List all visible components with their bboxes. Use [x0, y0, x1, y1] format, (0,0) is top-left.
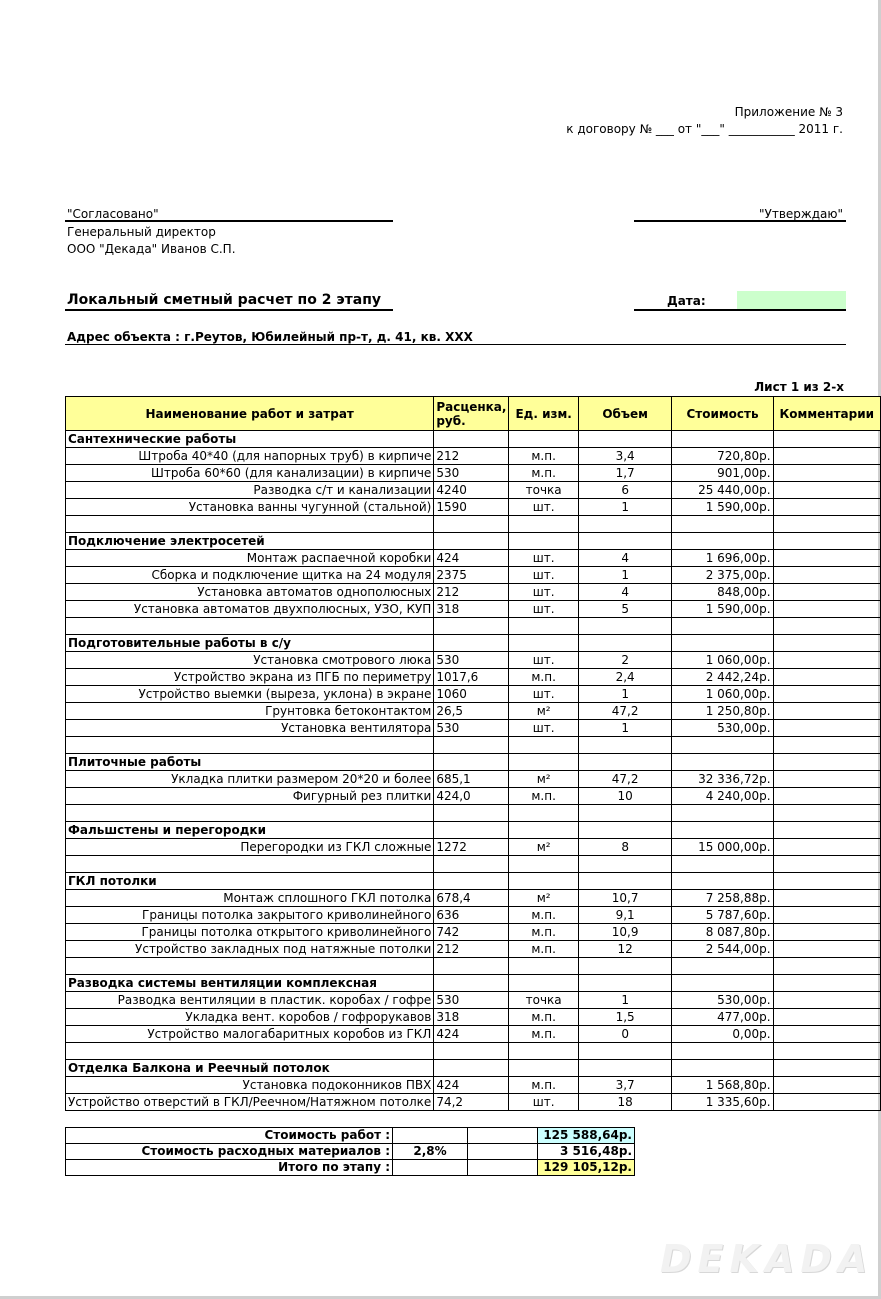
work-price: 4240 — [434, 482, 509, 499]
work-cost: 8 087,80р. — [672, 924, 773, 941]
agreed-signature-line — [65, 220, 393, 222]
work-quantity: 1 — [578, 499, 672, 516]
work-comment — [773, 890, 880, 907]
table-row — [66, 550, 881, 567]
table-row — [66, 482, 881, 499]
work-price: 212 — [434, 941, 509, 958]
work-quantity: 0 — [578, 1026, 672, 1043]
work-cost: 2 375,00р. — [672, 567, 773, 584]
work-comment — [773, 601, 880, 618]
work-name: Устройство малогабаритных коробов из ГКЛ — [66, 1026, 434, 1043]
work-name: Разводка вентиляции в пластик. коробах / гофре — [66, 992, 434, 1009]
work-price: 1272 — [434, 839, 509, 856]
totals-row-total — [66, 1160, 635, 1176]
work-unit: м.п. — [509, 941, 578, 958]
work-name: Сборка и подключение щитка на 24 модуля — [66, 567, 434, 584]
work-quantity: 10,7 — [578, 890, 672, 907]
work-cost: 848,00р. — [672, 584, 773, 601]
work-unit: м² — [509, 703, 578, 720]
work-quantity: 1 — [578, 686, 672, 703]
work-cost: 5 787,60р. — [672, 907, 773, 924]
work-comment — [773, 499, 880, 516]
work-quantity: 3,4 — [578, 448, 672, 465]
work-comment — [773, 669, 880, 686]
work-unit: м² — [509, 839, 578, 856]
work-name: Укладка плитки размером 20*20 и более — [66, 771, 434, 788]
work-comment — [773, 1026, 880, 1043]
work-price: 2375 — [434, 567, 509, 584]
director-name: ООО "Декада" Иванов С.П. — [67, 242, 236, 256]
work-quantity: 47,2 — [578, 771, 672, 788]
work-unit: м.п. — [509, 1026, 578, 1043]
work-name: Установка смотрового люка — [66, 652, 434, 669]
work-unit: шт. — [509, 584, 578, 601]
work-comment — [773, 567, 880, 584]
work-cost: 15 000,00р. — [672, 839, 773, 856]
section-title: Подключение электросетей — [66, 533, 434, 550]
work-unit: м² — [509, 771, 578, 788]
work-quantity: 10 — [578, 788, 672, 805]
work-comment — [773, 907, 880, 924]
works-cost-label: Стоимость работ : — [66, 1128, 393, 1144]
column-header: Ед. изм. — [509, 397, 578, 431]
work-unit: шт. — [509, 686, 578, 703]
work-price: 424,0 — [434, 788, 509, 805]
table-row — [66, 907, 881, 924]
work-unit: шт. — [509, 1094, 578, 1111]
sheet-label: Лист 1 из 2-х — [754, 380, 844, 394]
work-comment — [773, 941, 880, 958]
work-unit: м² — [509, 890, 578, 907]
work-name: Разводка с/т и канализации — [66, 482, 434, 499]
work-price: 530 — [434, 992, 509, 1009]
work-price: 636 — [434, 907, 509, 924]
spacer-row — [66, 958, 881, 975]
work-quantity: 4 — [578, 584, 672, 601]
work-unit: точка — [509, 992, 578, 1009]
work-quantity: 9,1 — [578, 907, 672, 924]
work-quantity: 1 — [578, 720, 672, 737]
work-name: Устройство выемки (выреза, уклона) в экране — [66, 686, 434, 703]
work-name: Границы потолка закрытого криволинейного — [66, 907, 434, 924]
table-row — [66, 499, 881, 516]
work-name: Устройство закладных под натяжные потолки — [66, 941, 434, 958]
totals-row-works — [66, 1128, 635, 1144]
work-comment — [773, 839, 880, 856]
table-row — [66, 720, 881, 737]
section-title: Сантехнические работы — [66, 431, 434, 448]
work-price: 1590 — [434, 499, 509, 516]
work-comment — [773, 550, 880, 567]
work-unit: м.п. — [509, 924, 578, 941]
spacer-row — [66, 737, 881, 754]
section-title: Разводка системы вентиляции комплексная — [66, 975, 434, 992]
table-row — [66, 448, 881, 465]
spacer-row — [66, 618, 881, 635]
work-price: 26,5 — [434, 703, 509, 720]
spacer-row — [66, 516, 881, 533]
section-title: Фальшстены и перегородки — [66, 822, 434, 839]
work-cost: 32 336,72р. — [672, 771, 773, 788]
work-comment — [773, 924, 880, 941]
table-row — [66, 992, 881, 1009]
work-name: Границы потолка открытого криволинейного — [66, 924, 434, 941]
work-price: 685,1 — [434, 771, 509, 788]
work-name: Фигурный рез плитки — [66, 788, 434, 805]
work-name: Установка автоматов двухполюсных, УЗО, КУП — [66, 601, 434, 618]
work-price: 530 — [434, 652, 509, 669]
column-header: Объем — [578, 397, 672, 431]
work-price: 424 — [434, 1026, 509, 1043]
table-row — [66, 924, 881, 941]
work-name: Установка автоматов однополюсных — [66, 584, 434, 601]
table-row — [66, 1077, 881, 1094]
work-comment — [773, 482, 880, 499]
spacer-row — [66, 856, 881, 873]
contract-label: к договору № ___ от "___" ___________ 2011 г. — [566, 122, 843, 136]
work-cost: 2 544,00р. — [672, 941, 773, 958]
work-cost: 1 696,00р. — [672, 550, 773, 567]
work-quantity: 6 — [578, 482, 672, 499]
work-price: 742 — [434, 924, 509, 941]
work-comment — [773, 448, 880, 465]
section-row — [66, 1060, 881, 1077]
object-address: Адрес объекта : г.Реутов, Юбилейный пр-т, д. 41, кв. XXX — [67, 330, 473, 344]
work-price: 424 — [434, 1077, 509, 1094]
work-comment — [773, 652, 880, 669]
work-name: Монтаж сплошного ГКЛ потолка — [66, 890, 434, 907]
work-comment — [773, 703, 880, 720]
work-quantity: 18 — [578, 1094, 672, 1111]
approve-signature-line — [634, 220, 846, 222]
work-cost: 1 335,60р. — [672, 1094, 773, 1111]
work-comment — [773, 771, 880, 788]
work-cost: 7 258,88р. — [672, 890, 773, 907]
work-price: 318 — [434, 1009, 509, 1026]
materials-cost-label: Стоимость расходных материалов : — [66, 1144, 393, 1160]
work-comment — [773, 992, 880, 1009]
stage-total-value: 129 105,12р. — [538, 1160, 635, 1176]
work-cost: 0,00р. — [672, 1026, 773, 1043]
work-name: Установка вентилятора — [66, 720, 434, 737]
work-name: Перегородки из ГКЛ сложные — [66, 839, 434, 856]
work-unit: шт. — [509, 499, 578, 516]
appendix-label: Приложение № 3 — [734, 105, 843, 119]
date-label: Дата: — [667, 294, 706, 308]
table-row — [66, 890, 881, 907]
table-row — [66, 1094, 881, 1111]
section-row — [66, 533, 881, 550]
work-price: 530 — [434, 465, 509, 482]
table-row — [66, 788, 881, 805]
work-quantity: 1 — [578, 567, 672, 584]
section-title: Подготовительные работы в с/у — [66, 635, 434, 652]
work-cost: 530,00р. — [672, 992, 773, 1009]
work-price: 1060 — [434, 686, 509, 703]
work-cost: 4 240,00р. — [672, 788, 773, 805]
work-quantity: 8 — [578, 839, 672, 856]
section-row — [66, 975, 881, 992]
work-quantity: 2,4 — [578, 669, 672, 686]
table-row — [66, 1026, 881, 1043]
column-header: Стоимость — [672, 397, 773, 431]
date-underline — [634, 309, 846, 311]
table-row — [66, 567, 881, 584]
work-cost: 2 442,24р. — [672, 669, 773, 686]
work-unit: точка — [509, 482, 578, 499]
work-unit: м.п. — [509, 669, 578, 686]
work-name: Укладка вент. коробов / гофрорукавов — [66, 1009, 434, 1026]
work-quantity: 3,7 — [578, 1077, 672, 1094]
work-quantity: 4 — [578, 550, 672, 567]
work-quantity: 1 — [578, 992, 672, 1009]
spacer-row — [66, 805, 881, 822]
work-price: 424 — [434, 550, 509, 567]
work-name: Установка подоконников ПВХ — [66, 1077, 434, 1094]
column-header: Наименование работ и затрат — [66, 397, 434, 431]
work-unit: шт. — [509, 720, 578, 737]
section-title: Отделка Балкона и Реечный потолок — [66, 1060, 434, 1077]
work-name: Грунтовка бетоконтактом — [66, 703, 434, 720]
work-unit: шт. — [509, 567, 578, 584]
work-quantity: 12 — [578, 941, 672, 958]
work-unit: шт. — [509, 550, 578, 567]
section-row — [66, 635, 881, 652]
table-header-row — [66, 397, 881, 431]
section-row — [66, 822, 881, 839]
works-cost-value: 125 588,64р. — [538, 1128, 635, 1144]
column-header: Комментарии — [773, 397, 880, 431]
work-name: Устройство отверстий в ГКЛ/Реечном/Натяжном потолке — [66, 1094, 434, 1111]
table-row — [66, 465, 881, 482]
table-row — [66, 1009, 881, 1026]
work-unit: шт. — [509, 601, 578, 618]
estimate-table — [65, 396, 881, 1111]
work-comment — [773, 584, 880, 601]
work-price: 74,2 — [434, 1094, 509, 1111]
work-unit: м.п. — [509, 907, 578, 924]
work-name: Установка ванны чугунной (стальной) — [66, 499, 434, 516]
work-cost: 1 250,80р. — [672, 703, 773, 720]
work-cost: 477,00р. — [672, 1009, 773, 1026]
work-quantity: 2 — [578, 652, 672, 669]
table-row — [66, 652, 881, 669]
section-title: ГКЛ потолки — [66, 873, 434, 890]
dekada-logo: DEKADA — [660, 1237, 874, 1281]
work-quantity: 47,2 — [578, 703, 672, 720]
work-comment — [773, 788, 880, 805]
work-unit: м.п. — [509, 1077, 578, 1094]
work-cost: 1 568,80р. — [672, 1077, 773, 1094]
approve-label: "Утверждаю" — [759, 207, 843, 221]
title-underline — [65, 309, 393, 311]
work-quantity: 5 — [578, 601, 672, 618]
work-comment — [773, 686, 880, 703]
materials-cost-value: 3 516,48р. — [538, 1144, 635, 1160]
work-price: 1017,6 — [434, 669, 509, 686]
work-comment — [773, 720, 880, 737]
work-comment — [773, 1094, 880, 1111]
work-comment — [773, 1077, 880, 1094]
spacer-row — [66, 1043, 881, 1060]
work-name: Штроба 60*60 (для канализации) в кирпиче — [66, 465, 434, 482]
work-cost: 1 590,00р. — [672, 499, 773, 516]
column-header: Расценка, руб. — [434, 397, 509, 431]
section-row — [66, 754, 881, 771]
work-unit: м.п. — [509, 1009, 578, 1026]
work-quantity: 1,5 — [578, 1009, 672, 1026]
work-price: 318 — [434, 601, 509, 618]
agreed-label: "Согласовано" — [67, 207, 159, 221]
work-cost: 901,00р. — [672, 465, 773, 482]
work-cost: 720,80р. — [672, 448, 773, 465]
work-unit: м.п. — [509, 788, 578, 805]
table-row — [66, 601, 881, 618]
table-row — [66, 703, 881, 720]
work-name: Монтаж распаечной коробки — [66, 550, 434, 567]
totals-table — [65, 1127, 635, 1176]
work-price: 212 — [434, 448, 509, 465]
work-cost: 1 590,00р. — [672, 601, 773, 618]
work-unit: шт. — [509, 652, 578, 669]
work-price: 678,4 — [434, 890, 509, 907]
work-name: Устройство экрана из ПГБ по периметру — [66, 669, 434, 686]
section-row — [66, 431, 881, 448]
section-title: Плиточные работы — [66, 754, 434, 771]
work-quantity: 1,7 — [578, 465, 672, 482]
director-position: Генеральный директор — [67, 225, 216, 239]
table-row — [66, 584, 881, 601]
totals-row-materials — [66, 1144, 635, 1160]
table-row — [66, 771, 881, 788]
date-field[interactable] — [737, 291, 846, 309]
table-row — [66, 669, 881, 686]
work-unit: м.п. — [509, 465, 578, 482]
section-row — [66, 873, 881, 890]
work-unit: м.п. — [509, 448, 578, 465]
materials-percent: 2,8% — [393, 1144, 468, 1160]
document-title: Локальный сметный расчет по 2 этапу — [67, 292, 381, 308]
work-name: Штроба 40*40 (для напорных труб) в кирпиче — [66, 448, 434, 465]
work-comment — [773, 1009, 880, 1026]
work-price: 530 — [434, 720, 509, 737]
work-price: 212 — [434, 584, 509, 601]
table-row — [66, 839, 881, 856]
work-cost: 25 440,00р. — [672, 482, 773, 499]
table-row — [66, 941, 881, 958]
stage-total-label: Итого по этапу : — [66, 1160, 393, 1176]
table-row — [66, 686, 881, 703]
work-cost: 1 060,00р. — [672, 652, 773, 669]
work-quantity: 10,9 — [578, 924, 672, 941]
address-underline — [65, 344, 846, 345]
work-cost: 1 060,00р. — [672, 686, 773, 703]
work-cost: 530,00р. — [672, 720, 773, 737]
work-comment — [773, 465, 880, 482]
